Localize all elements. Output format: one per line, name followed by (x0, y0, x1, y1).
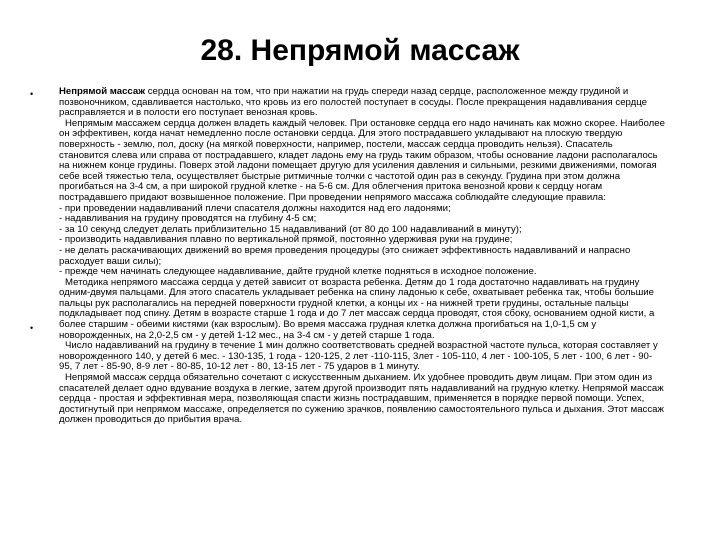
section1-paragraph: Непрямым массажем сердца должен владеть каждый человек. При остановке сердца его надо начинать как можно скорее. Наиболее он эффективен, когда начат немедленно после остановки сердца. Для этого пострадавшего укладывают на плоскую твердую поверхность - землю, пол, доску (на мягкой поверхности, например, постели, массаж сердца проводить нельзя). Спасатель становится слева или справа от пострадавшего, кладет ладонь ему на грудь таким образом, чтобы основание ладони располагалось на нижнем конце грудины. Поверх этой ладони помещает другую для усиления давления и сильными, резкими движениями, помогая себе всей тяжестью тела, осуществляет быстрые ритмичные толчки с частотой один раз в секунду. Грудина при этом должна прогибаться на 3-4 см, а при широкой грудной клетке - на 5-6 см. Для облегчения притока венозной крови к сердцу ногам пострадавшего придают возвышенное положение. При проведении непрямого массажа соблюдайте следующие правила: (59, 117, 665, 203)
rule-item: - надавливания на грудину проводятся на глубину 4-5 см; (59, 213, 317, 225)
section2-paragraph: Непрямой массаж сердца обязательно сочетают с искусственным дыханием. Их удобнее проводить двум лицам. При этом один из спасателей делает одно вдувание воздуха в легкие, затем другой производит пять надавливаний на грудную клетку. Непрямой массаж сердца - простая и эффективная мера, позволяющая спасти жизнь пострадавшим, применяется в порядке первой помощи. Успех, достигнутый при непрямом массаже, определяется по сужению зрачков, появлению самостоятельного пульса и дыхания. Этот массаж должен проводиться до прибытия врача. (59, 372, 664, 426)
rule-item: - не делать раскачивающих движений во время проведения процедуры (это снижает эффективность надавливаний и напрасно расходует ваши силы); (59, 244, 631, 267)
rule-item: - производить надавливания плавно по вертикальной прямой, постоянно удерживая руки на грудине; (59, 234, 513, 246)
rule-item: - за 10 секунд следует делать приблизительно 15 надавливаний (от 80 до 100 надавливаний в минуту); (59, 223, 522, 235)
intro-bold-term: Непрямой массаж (59, 86, 146, 97)
rule-item: - при проведении надавливаний плечи спасателя должны находится над его ладонями; (59, 202, 451, 214)
section2-paragraph: Число надавливаний на грудину в течение 1 мин должно соответствовать средней возрастной частоте пульса, которая составляет у новорожденного 140, у детей 6 мес. - 130-135, 1 года - 120-125, 2 лет -110-115, 3лет - 105-110, 4 лет - 100-105, 5 лет - 100, 6 лет - 90-95, 7 лет - 85-90, 8-9 лет - 80-85, 10-12 лет - 80, 13-15 лет - 75 ударов в 1 минуту. (59, 340, 658, 373)
section2-paragraph: Методика непрямого массажа сердца у детей зависит от возраста ребенка. Детям до 1 года достаточно надавливать на грудину одним-двумя пальцами. Для этого спасатель укладывает ребенка на спину ладонью к себе, охватывает ребенка так, чтобы большие пальцы рук располагались на передней поверхности грудной клетки, а концы их - на нижней трети грудины, остальные пальцы подкладывает под спину. Детям в возрасте старше 1 года и до 7 лет массаж сердца проводят, стоя сбоку, основанием одной кисти, а более старшим - обеими кистями (как взрослым). Во время массажа грудная клетка должна прогибаться на 1,0-1,5 см у новорожденных, на 2,0-2,5 см - у детей 1-12 мес., на 3-4 см - у детей старше 1 года. (59, 276, 655, 341)
slide-body (59, 87, 665, 426)
slide-title: 28. Непрямой массаж (200, 34, 520, 67)
bullet-2: • (30, 323, 34, 333)
intro-text: сердца основан на том, что при нажатии на грудь спереди назад сердце, расположенное между грудиной и позвоночником, сдавливается настолько, что кровь из его полостей поступает в сосуды. После прекращения надавливания сердце расправляется и в полости его поступает венозная кровь. (59, 86, 647, 119)
bullet-1: • (30, 89, 34, 99)
rule-item: - прежде чем начинать следующее надавливание, дайте грудной клетке подняться в исходное положение. (59, 266, 537, 278)
section1-intro (59, 87, 665, 119)
